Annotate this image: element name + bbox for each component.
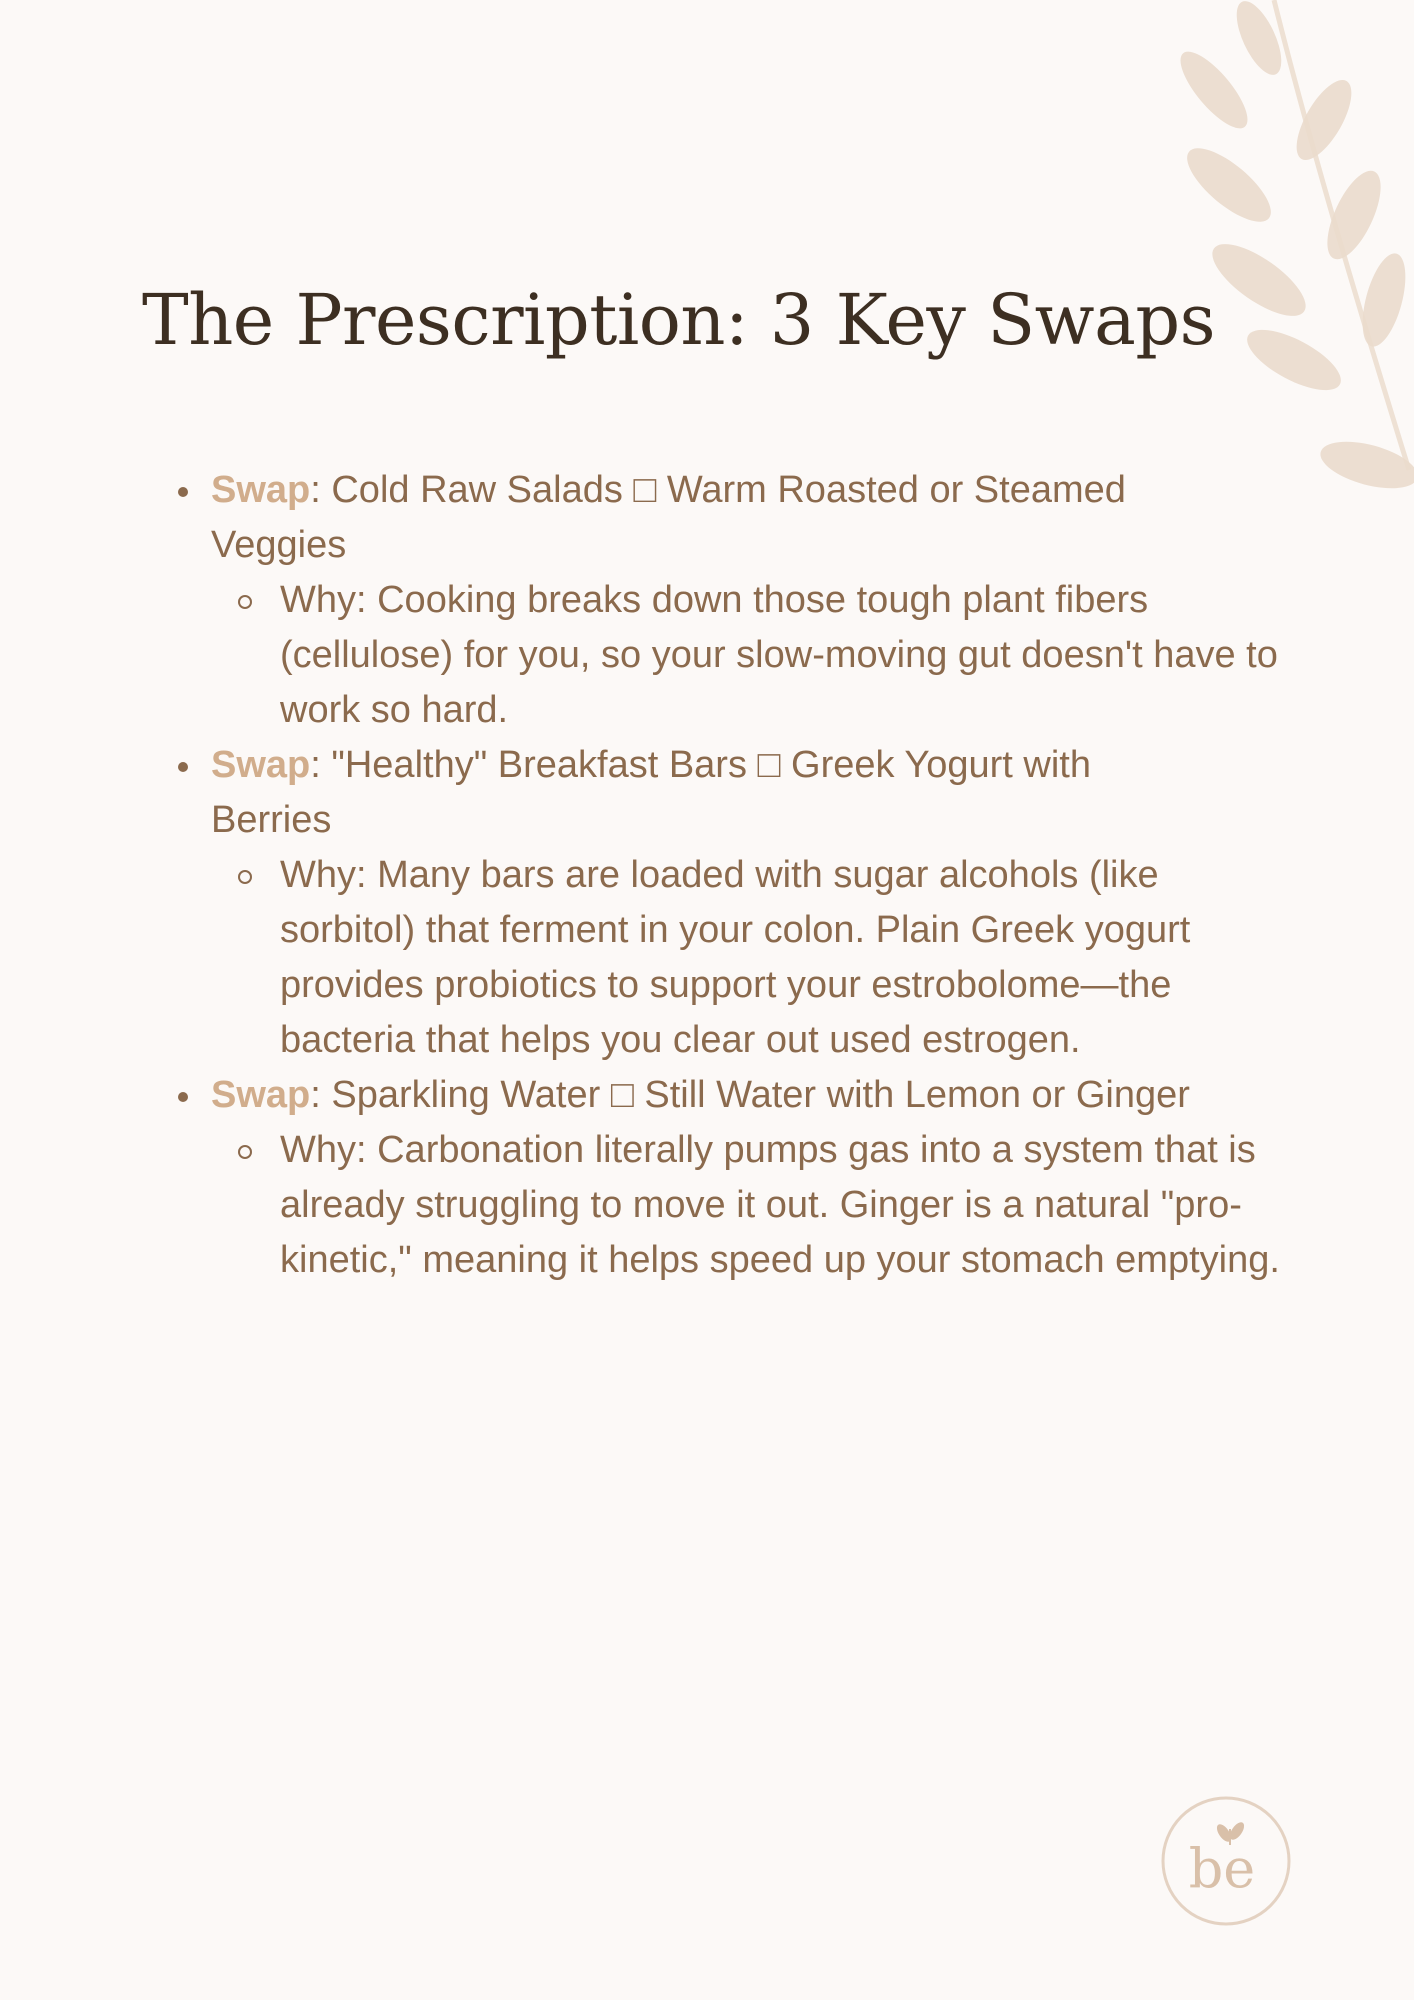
logo-text: be xyxy=(1188,1837,1256,1900)
why-list xyxy=(211,1123,1292,1288)
swap-line xyxy=(211,1068,1211,1123)
why-item: Why: Many bars are loaded with sugar alcohols (like sorbitol) that ferment in your colon. Plain Greek yogurt provides probiotics to support your estrobolome—the bacteria that helps you clear out used estrogen. xyxy=(211,848,1285,1068)
why-list xyxy=(211,848,1292,1068)
swap-line xyxy=(211,738,1211,848)
swap-text: : Sparkling Water □ Still Water with Lemon or Ginger xyxy=(310,1074,1190,1116)
swap-label: Swap xyxy=(211,469,311,511)
why-item: Why: Carbonation literally pumps gas into a system that is already struggling to move it out. Ginger is a natural "pro-kinetic," meaning it helps speed up your stomach emptying. xyxy=(211,1123,1285,1288)
swap-label: Swap xyxy=(211,744,311,786)
swap-line xyxy=(211,463,1211,573)
swap-item-2 xyxy=(142,738,1292,1068)
be-monogram-icon xyxy=(1160,1795,1292,1927)
swap-list xyxy=(142,463,1292,1288)
swap-text: : "Healthy" Breakfast Bars □ Greek Yogurt with Berries xyxy=(211,744,1091,841)
why-item: Why: Cooking breaks down those tough plant fibers (cellulose) for you, so your slow-moving gut doesn't have to work so hard. xyxy=(211,573,1285,738)
swap-item-3 xyxy=(142,1068,1292,1288)
leaf-branch-icon xyxy=(1154,0,1414,520)
why-list xyxy=(211,573,1292,738)
page-title: The Prescription: 3 Key Swaps xyxy=(142,279,1216,361)
swap-text: : Cold Raw Salads □ Warm Roasted or Steamed Veggies xyxy=(211,469,1126,566)
swap-label: Swap xyxy=(211,1074,311,1116)
swap-item-1 xyxy=(142,463,1292,738)
